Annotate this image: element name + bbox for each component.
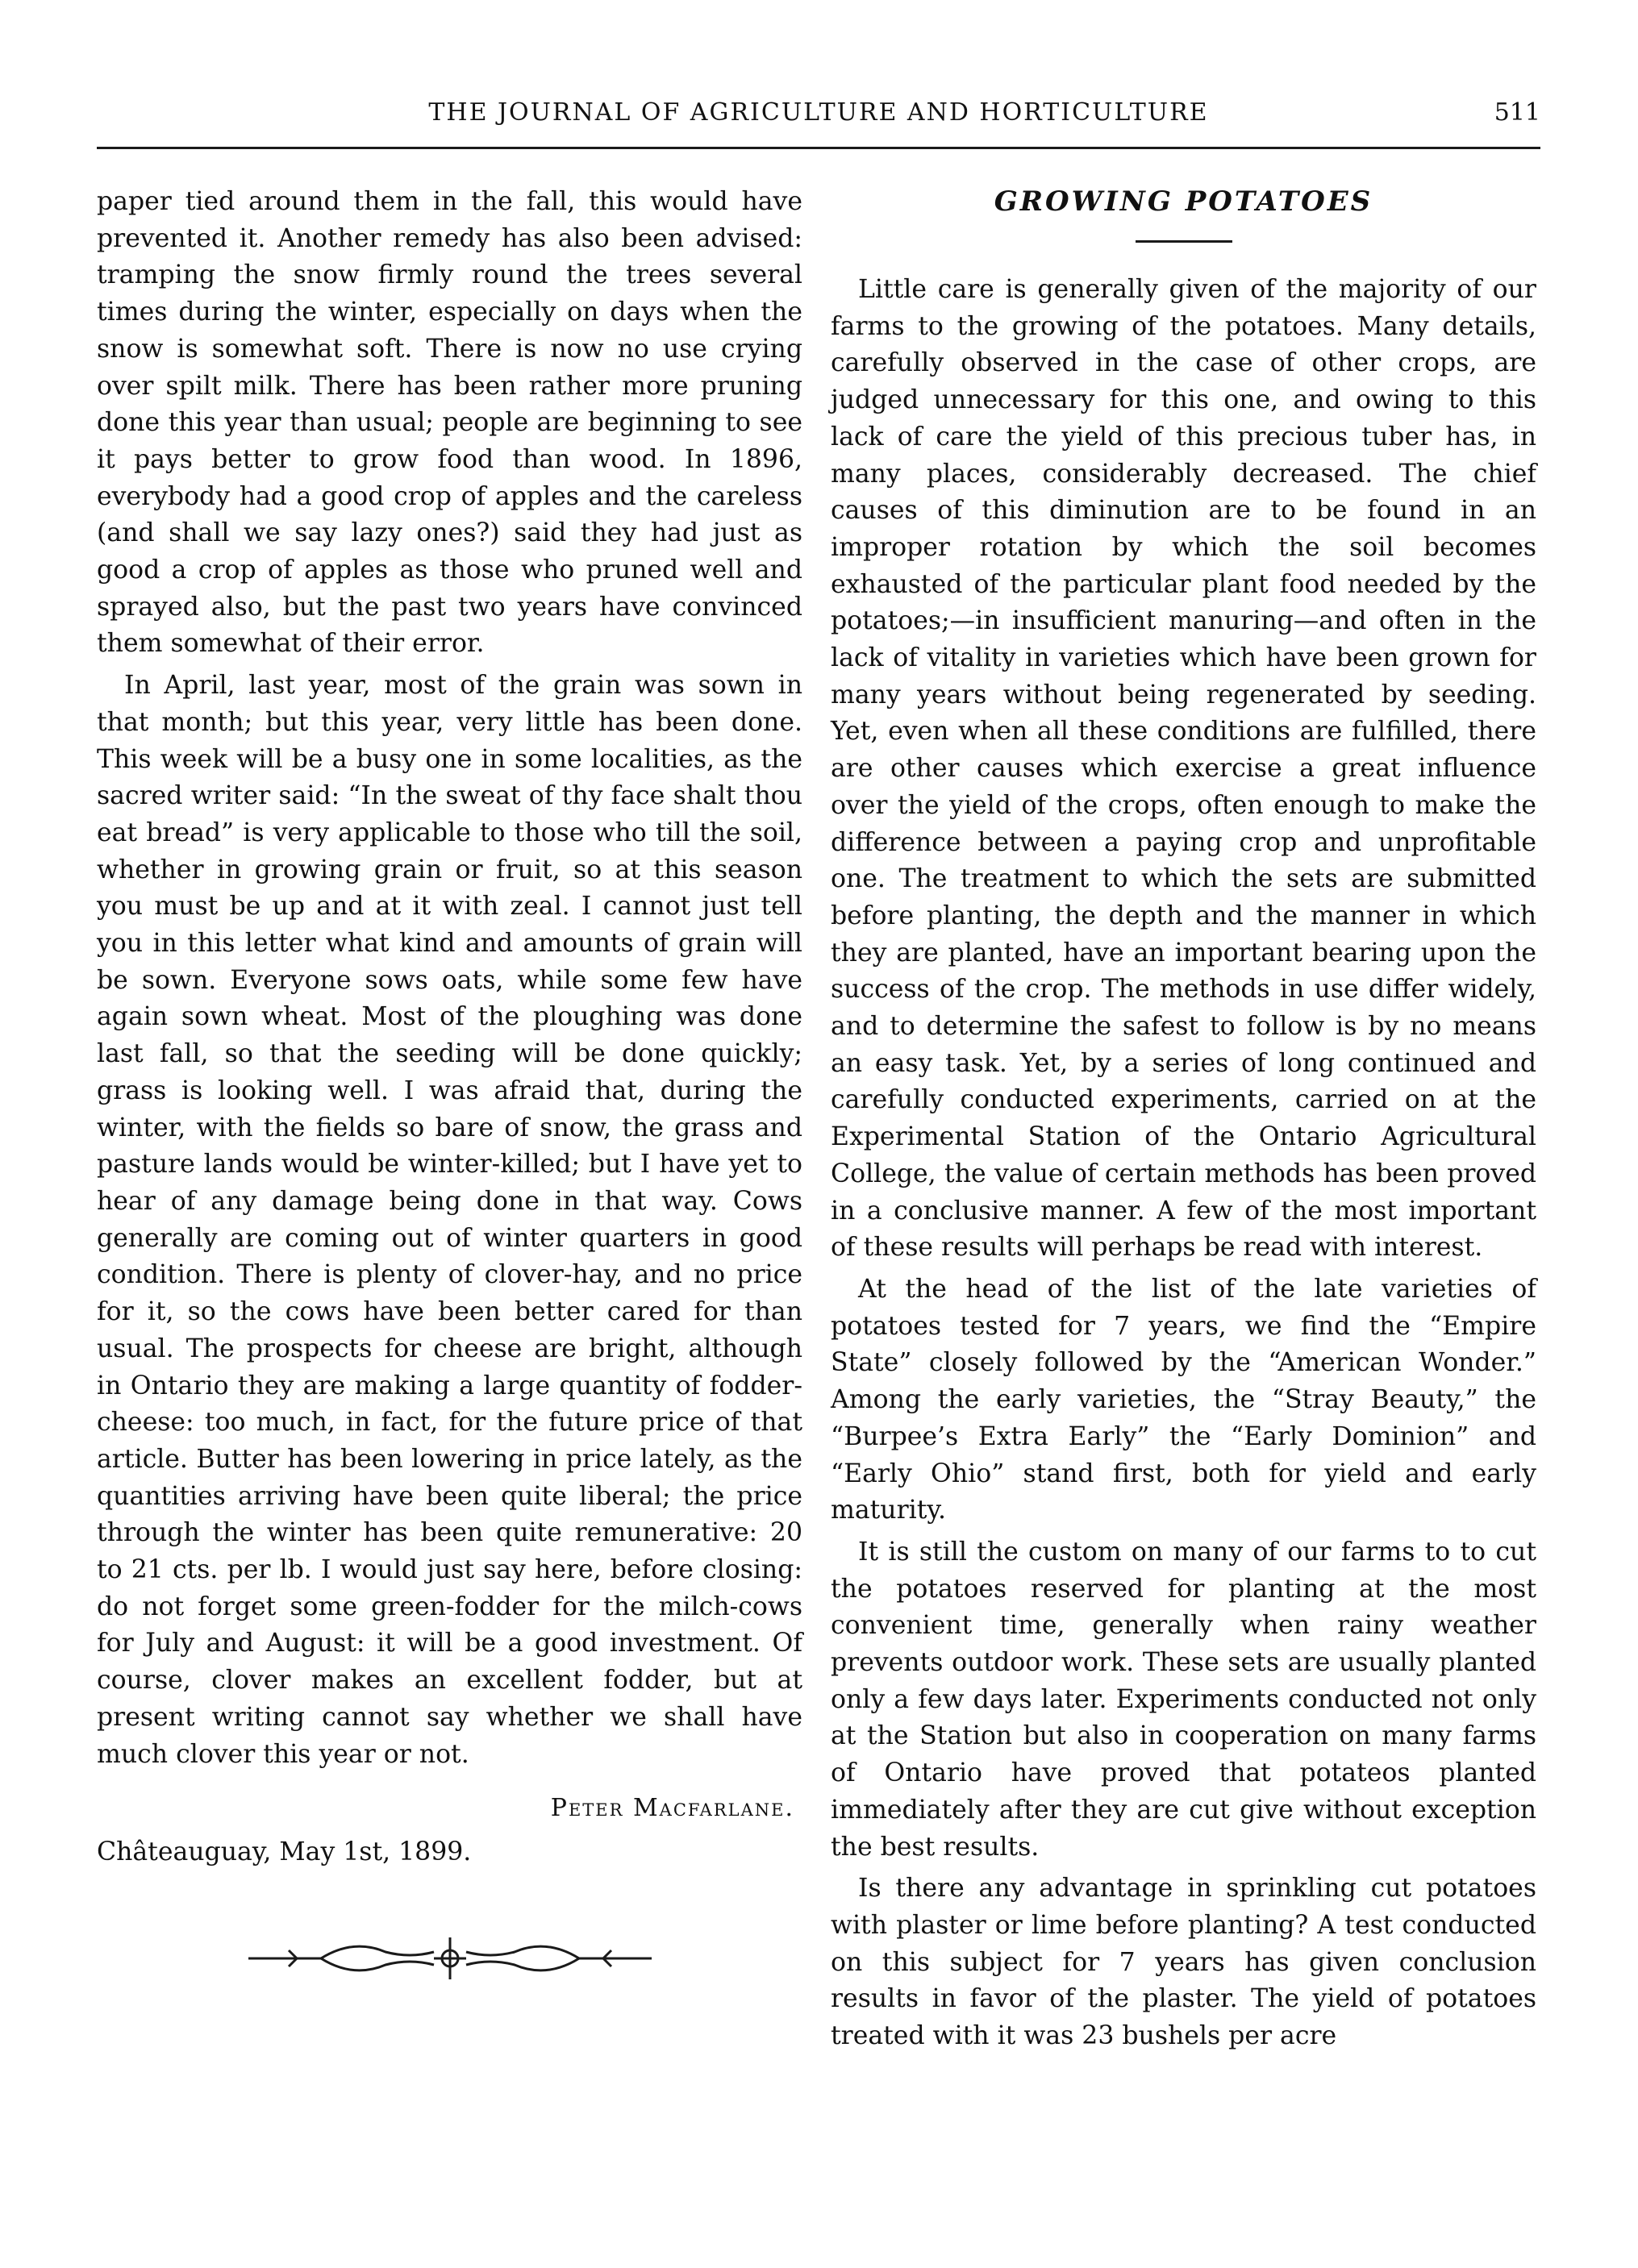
article-paragraph: Is there any advantage in sprinkling cut potatoes with plaster or lime before planting? A test conducted on this subject for 7 years has given conclusion results in favor of the plaster. The yield of potatoes treated with it was 23 bushels per acre [831, 1874, 1536, 2051]
title-rule [1136, 240, 1232, 243]
article-paragraph: Little care is generally given of the majority of our farms to the growing of the potatoes. Many details, carefully observed in the case of other crops, are judged unnecessary for this one, and owing to this lack of care the yield of this precious tuber has, in many places, considerably decreased. The chief causes of this diminution are to be found in an improper rotation by which the soil becomes exhausted of the particular plant food needed by the potatoes;—in insufficient manuring—and often in the lack of vitality in varieties which have been grown for many years without being regenerated by seeding. Yet, even when all these conditions are fulfilled, there are other causes which exercise a great influence over the yield of the crops, often enough to make the difference between a paying crop and unprofitable one. The treatment to which the sets are submitted before planting, the depth and the manner in which they are planted, have an important bearing upon the success of the crop. The methods in use differ widely, and to determine the safest to follow is by no means an easy task. Yet, by a series of long continued and carefully conducted experiments, carried on at the Experimental Station of the Ontario Agricultural College, the value of certain methods has been proved in a conclusive manner. A few of the most important of these results will perhaps be read with interest. [831, 275, 1536, 1263]
right-column [831, 184, 1536, 2055]
dateline: Châteauguay, May 1st, 1899. [97, 1837, 472, 1867]
decorative-ornament-icon [240, 1934, 660, 1983]
article-paragraph: It is still the custom on many of our farms to to cut the potatoes reserved for planting at the most convenient time, generally when rainy weather prevents outdoor work. These sets are usually planted only a few days later. Experiments conducted not only at the Station but also in cooperation on many farms of Ontario have proved that potateos planted immediately after they are cut give without exception the best results. [831, 1537, 1536, 1862]
letter-paragraph: paper tied around them in the fall, this would have prevented it. Another remedy has also been advised: tramping the snow firmly round the trees several times during the winter, especially on days when the snow is somewhat soft. There is now no use crying over spilt milk. There has been rather more pruning done this year than usual; people are beginning to see it pays better to grow food than wood. In 1896, everybody had a good crop of apples and the careless (and shall we say lazy ones?) said they had just as good a crop of apples as those who pruned well and sprayed also, but the past two years have convinced them somewhat of their error. [97, 187, 802, 659]
left-column [97, 184, 802, 1983]
journal-title: THE JOURNAL OF AGRICULTURE AND HORTICULTURE [428, 98, 1209, 127]
header-rule [97, 147, 1540, 149]
article-paragraph: At the head of the list of the late varieties of potatoes tested for 7 years, we find the “Empire State” closely followed by the “American Wonder.” Among the early varieties, the “Stray Beauty,” the “Burpee’s Extra Early” the “Early Dominion” and “Early Ohio” stand first, both for yield and early maturity. [831, 1274, 1536, 1525]
running-head [97, 98, 1540, 139]
page-number: 511 [1494, 98, 1540, 127]
article-title: GROWING POTATOES [994, 185, 1373, 218]
letter-paragraph: In April, last year, most of the grain was sown in that month; but this year, very little has been done. This week will be a busy one in some localities, as the sacred writer said: “In the sweat of thy face shalt thou eat bread” is very applicable to those who till the soil, whether in growing grain or fruit, so at this season you must be up and at it with zeal. I cannot just tell you in this letter what kind and amounts of grain will be sown. Everyone sows oats, while some few have again sown wheat. Most of the ploughing was done last fall, so that the seeding will be done quickly; grass is looking well. I was afraid that, during the winter, with the fields so bare of snow, the grass and pasture lands would be winter-killed; but I have yet to hear of any damage being done in that way. Cows generally are coming out of winter quarters in good condition. There is plenty of clover-hay, and no price for it, so the cows have been better cared for than usual. The prospects for cheese are bright, although in Ontario they are making a large quantity of fodder-cheese: too much, in fact, for the future price of that article. Butter has been lowering in price lately, as the quantities arriving have been quite liberal; the price through the winter has been quite remunerative: 20 to 21 cts. per lb. I would just say here, before closing: do not forget some green-fodder for the milch-cows for July and August: it will be a good investment. Of course, clover makes an excellent fodder, but at present writing cannot say whether we shall have much clover this year or not. [97, 671, 802, 1769]
author-signature: Peter Macfarlane. [550, 1794, 794, 1823]
